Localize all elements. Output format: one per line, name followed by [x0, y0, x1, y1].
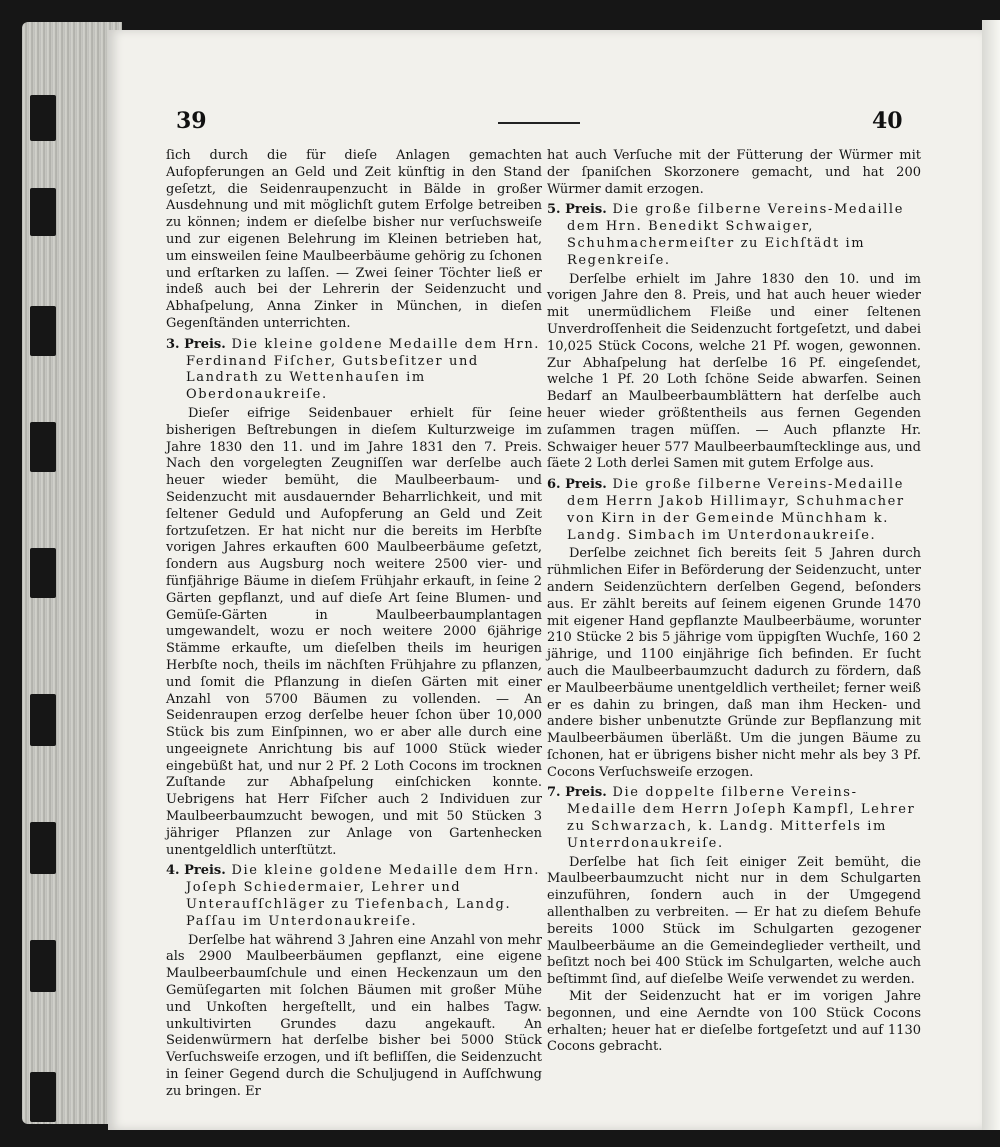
prize-title: Die große ſilberne Vereins-Medaille dem Herrn Jakob Hillimayr, Schuhmacher von Kirn in der Gemeinde Münchham k. Landg. Simbach im Unterdonaukreiſe. [567, 477, 905, 543]
paragraph: Derſelbe zeichnet ſich bereits ſeit 5 Jahren durch rühmlichen Eifer in Beförderung der Seidenzucht, unter andern Seidenzüchtern derſelben Gegend, beſonders aus. Er zählt bereits auf ſeinem eigenen Grunde 1470 mit eigener Hand gepflanzte Maulbeerbäume, worunter 210 Stücke 2 bis 5 jährige vom üppigſten Wuchſe, 160 2 jährige, und 1100 einjährige ſich befinden. Er ſucht auch die Maulbeerbaumzucht dadurch zu fördern, daß er Maulbeerbäume unentgeldlich vertheilet; ferner weiß er es dahin zu bringen, daß man ihm Hecken- und andere bisher unbenutzte Gründe zur Bepflanzung mit Maulbeerbäumen überläßt. Um die jungen Bäume zu ſchonen, hat er übrigens bisher nicht mehr als bey 3 Pf. Cocons Verſuchsweiſe erzogen. [547, 546, 921, 780]
prize-heading [166, 337, 542, 404]
binding-tab [30, 940, 56, 992]
binding-tab [30, 694, 56, 746]
paragraph: ſich durch die für dieſe Anlagen gemachten Aufopferungen an Geld und Zeit künftig in den Stand geſetzt, die Seidenraupenzucht in Bälde in großer Ausdehnung und mit möglichſt gutem Erfolge betreiben zu können; indem er dieſelbe bisher nur verſuchsweiſe und zur eigenen Belehrung im Kleinen betrieben hat, um einsweilen ſeine Maulbeerbäume gehörig zu ſchonen und erſtarken zu laſſen. — Zwei ſeiner Töchter ließ er indeß auch bei der Lehrerin der Seidenzucht und Abhaſpelung, Anna Zinker in München, in dieſen Gegenſtänden unterrichten. [166, 148, 542, 331]
prize-number: 4. Preis. [166, 863, 226, 879]
binding-tab [30, 188, 56, 236]
prize-heading [166, 863, 542, 930]
paragraph: Derſelbe erhielt im Jahre 1830 den 10. und im vorigen Jahre den 8. Preis, und hat auch heuer wieder mit unermüdlichem Fleiße und einer ſeltenen Unverdroſſenheit die Seidenzucht fortgeſetzt, und dabei 10,025 Stück Cocons, welche 21 Pf. wogen, gewonnen. Zur Abhaſpelung hat derſelbe 16 Pf. eingeſendet, welche 1 Pf. 20 Loth ſchöne Seide abwarfen. Seinen Bedarf an Maulbeerbaumblättern hat derſelbe auch heuer wieder größtentheils aus fernen Gegenden zuſammen tragen müſſen. — Auch pflanzte Hr. Schwaiger heuer 577 Maulbeerbaumſtecklinge aus, und ſäete 2 Loth derlei Samen mit gutem Erfolge aus. [547, 271, 921, 472]
binding-tab [30, 822, 56, 874]
binding-tab [30, 95, 56, 141]
prize-number: 5. Preis. [547, 202, 607, 218]
binding-tab [30, 422, 56, 472]
prize-title: Die kleine goldene Medaille dem Hrn. Joſeph Schiedermaier, Lehrer und Unteraufſchläger zu Tiefenbach, Landg. Paſſau im Unterdonaukreiſe. [186, 863, 541, 929]
prize-heading [547, 785, 921, 852]
prize-title: Die große ſilberne Vereins-Medaille dem Hrn. Benedikt Schwaiger, Schuhmachermeiſter zu Eichſtädt im Regenkreiſe. [567, 202, 904, 268]
paragraph: hat auch Verſuche mit der Fütterung der Würmer mit der ſpaniſchen Skorzonere gemacht, und hat 200 Würmer damit erzogen. [547, 148, 921, 197]
page-number-right: 40 [872, 108, 903, 134]
page-number-left: 39 [176, 108, 207, 134]
prize-title: Die kleine goldene Medaille dem Hrn. Ferdinand Fiſcher, Gutsbeſitzer und Landrath zu Wettenhauſen im Oberdonaukreiſe. [186, 336, 541, 403]
text-column-left [166, 148, 542, 1101]
header-rule [498, 122, 580, 124]
binding-tab [30, 306, 56, 356]
binding-tab [30, 1072, 56, 1122]
paragraph: Dieſer eifrige Seidenbauer erhielt für ſeine bisherigen Beſtrebungen in dieſem Kulturzweige im Jahre 1830 den 11. und im Jahre 1831 den 7. Preis. Nach den vorgelegten Zeugniſſen war derſelbe auch heuer wieder bemüht, die Maulbeerbaum- und Seidenzucht mit ausdauernder Beharrlichkeit, und mit ſeltener Geduld und Aufopferung an Geld und Zeit fortzuſetzen. Er hat nicht nur die bereits im Herbſte vorigen Jahres erkauften 600 Maulbeerbäume geſetzt, ſondern aus Augsburg noch weitere 2500 vier- und fünfjährige Bäume in dieſem Frühjahr erkauft, in ſeine 2 Gärten gepflanzt, und auf dieſe Art ſeine Blumen- und Gemüſe-Gärten in Maulbeerbaumplantagen umgewandelt, wozu er noch weitere 2000 6jährige Stämme erkaufte, um dieſelben theils im heurigen Herbſte noch, theils im nächſten Frühjahre zu pflanzen, und ſomit die Pflanzung in dieſen Gärten mit einer Anzahl von 5700 Bäumen zu vollenden. — An Seidenraupen erzog derſelbe heuer ſchon über 10,000 Stück bis zum Einſpinnen, wo er aber alle durch eine ungeeignete Anrichtung bis auf 1000 Stück wieder eingebüßt hat, und nur 2 Pf. 2 Loth Cocons im trocknen Zuſtande zur Abhaſpelung einſchicken konnte. Uebrigens hat Herr Fiſcher auch 2 Individuen zur Maulbeerbaumzucht bewogen, und mit 50 Stücken 3 jähriger Pflanzen zur Anlage von Gartenhecken unentgeldlich unterſtützt. [166, 405, 542, 858]
paragraph: Derſelbe hat ſich ſeit einiger Zeit bemüht, die Maulbeerbaumzucht nicht nur in dem Schulgarten einzuführen, ſondern auch in der Umgegend allenthalben zu verbreiten. — Er hat zu dieſem Behufe bereits 1000 Stück im Schulgarten gezogener Maulbeerbäume an die Gemeindeglieder vertheilt, und beſitzt noch bei 400 Stück im Schulgarten, welche auch beſtimmt ſind, auf dieſelbe Weiſe verwendet zu werden. [547, 854, 921, 988]
page-edge [982, 20, 1000, 1130]
prize-number: 7. Preis. [547, 785, 607, 801]
text-column-right [547, 148, 921, 1056]
prize-number: 6. Preis. [547, 477, 607, 493]
binding-tab [30, 548, 56, 598]
prize-heading [547, 202, 921, 269]
prize-title: Die doppelte ſilberne Vereins-Medaille dem Herrn Joſeph Kampfl, Lehrer zu Schwarzach, k. Landg. Mitterfels im Unterrdonaukreiſe. [567, 785, 916, 851]
paragraph: Mit der Seidenzucht hat er im vorigen Jahre begonnen, und eine Aerndte von 100 Stück Cocons erhalten; heuer hat er dieſelbe fortgeſetzt und auf 1130 Cocons gebracht. [547, 989, 921, 1055]
prize-number: 3. Preis. [166, 336, 226, 352]
prize-heading [547, 477, 921, 544]
paragraph: Derſelbe hat während 3 Jahren eine Anzahl von mehr als 2900 Maulbeerbäumen gepflanzt, eine eigene Maulbeerbaumſchule und einen Heckenzaun um den Gemüſegarten mit ſolchen Bäumen mit großer Mühe und Unkoſten hergeſtellt, und ein halbes Tagw. unkultivirten Grundes dazu angekauft. An Seidenwürmern hat derſelbe bisher bei 5000 Stück Verſuchsweiſe erzogen, und iſt befliſſen, die Seidenzucht in ſeiner Gegend durch die Schuljugend in Aufſchwung zu bringen. Er [166, 932, 542, 1099]
